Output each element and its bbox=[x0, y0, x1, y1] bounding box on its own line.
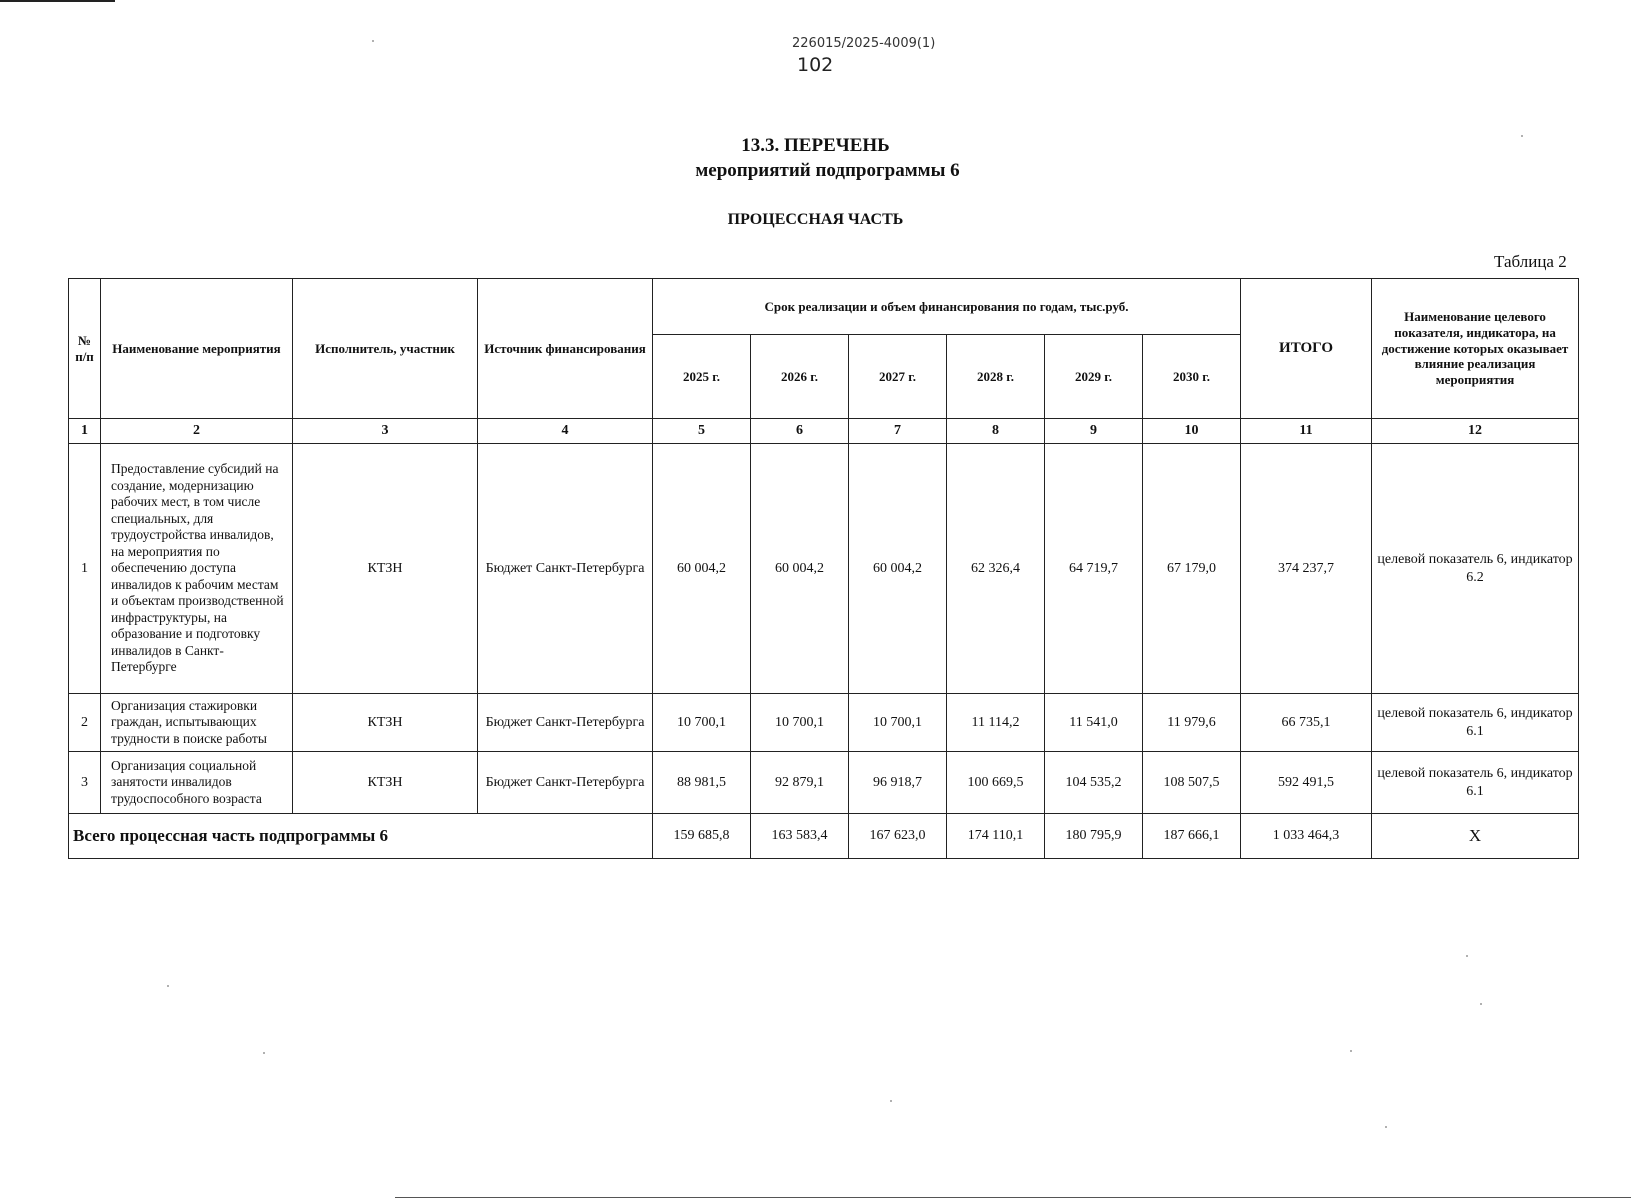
column-number: 9 bbox=[1045, 419, 1143, 444]
row-number: 3 bbox=[69, 752, 101, 814]
column-number: 12 bbox=[1372, 419, 1579, 444]
header-total: ИТОГО bbox=[1241, 279, 1372, 419]
header-year: 2028 г. bbox=[947, 335, 1045, 419]
year-value: 62 326,4 bbox=[947, 444, 1045, 694]
scan-speck bbox=[1385, 1126, 1387, 1128]
row-total: 374 237,7 bbox=[1241, 444, 1372, 694]
summary-value: 163 583,4 bbox=[751, 814, 849, 859]
column-number-row bbox=[69, 419, 1579, 444]
year-value: 100 669,5 bbox=[947, 752, 1045, 814]
indicator: целевой показатель 6, индикатор 6.2 bbox=[1372, 444, 1579, 694]
column-number: 5 bbox=[653, 419, 751, 444]
row-number: 1 bbox=[69, 444, 101, 694]
column-number: 4 bbox=[478, 419, 653, 444]
year-value: 60 004,2 bbox=[751, 444, 849, 694]
summary-value: 167 623,0 bbox=[849, 814, 947, 859]
year-value: 60 004,2 bbox=[653, 444, 751, 694]
year-value: 60 004,2 bbox=[849, 444, 947, 694]
header-indicator: Наименование целевого показателя, индикатора, на достижение которых оказывает влияние реализация мероприятия bbox=[1372, 279, 1579, 419]
year-value: 11 114,2 bbox=[947, 694, 1045, 752]
column-number: 2 bbox=[101, 419, 293, 444]
funding-source: Бюджет Санкт-Петербурга bbox=[478, 694, 653, 752]
executor: КТЗН bbox=[293, 694, 478, 752]
header-year: 2030 г. bbox=[1143, 335, 1241, 419]
column-number: 1 bbox=[69, 419, 101, 444]
document-subtitle: мероприятий подпрограммы 6 bbox=[695, 160, 960, 181]
measures-table bbox=[68, 278, 1579, 859]
funding-source: Бюджет Санкт-Петербурга bbox=[478, 444, 653, 694]
year-value: 108 507,5 bbox=[1143, 752, 1241, 814]
scan-edge-line-bottom bbox=[395, 1197, 1631, 1198]
scan-speck bbox=[263, 1052, 265, 1054]
executor: КТЗН bbox=[293, 752, 478, 814]
scan-speck bbox=[167, 985, 169, 987]
column-number: 3 bbox=[293, 419, 478, 444]
header-num: № п/п bbox=[69, 279, 101, 419]
header-executor: Исполнитель, участник bbox=[293, 279, 478, 419]
row-total: 66 735,1 bbox=[1241, 694, 1372, 752]
summary-row bbox=[69, 814, 1579, 859]
year-value: 11 541,0 bbox=[1045, 694, 1143, 752]
year-value: 67 179,0 bbox=[1143, 444, 1241, 694]
executor: КТЗН bbox=[293, 444, 478, 694]
year-value: 92 879,1 bbox=[751, 752, 849, 814]
year-value: 11 979,6 bbox=[1143, 694, 1241, 752]
header-year: 2025 г. bbox=[653, 335, 751, 419]
year-value: 88 981,5 bbox=[653, 752, 751, 814]
scan-speck bbox=[372, 40, 374, 42]
column-number: 8 bbox=[947, 419, 1045, 444]
year-value: 10 700,1 bbox=[849, 694, 947, 752]
column-number: 10 bbox=[1143, 419, 1241, 444]
table-row bbox=[69, 444, 1579, 694]
header-year: 2029 г. bbox=[1045, 335, 1143, 419]
summary-value: 174 110,1 bbox=[947, 814, 1045, 859]
indicator: целевой показатель 6, индикатор 6.1 bbox=[1372, 752, 1579, 814]
table-row bbox=[69, 752, 1579, 814]
header-year: 2026 г. bbox=[751, 335, 849, 419]
summary-value: 187 666,1 bbox=[1143, 814, 1241, 859]
year-value: 10 700,1 bbox=[751, 694, 849, 752]
table-header-row bbox=[69, 279, 1579, 335]
summary-label: Всего процессная часть подпрограммы 6 bbox=[69, 814, 653, 859]
document-title: 13.3. ПЕРЕЧЕНЬ bbox=[741, 135, 890, 156]
summary-indicator: X bbox=[1372, 814, 1579, 859]
year-value: 64 719,7 bbox=[1045, 444, 1143, 694]
summary-value: 159 685,8 bbox=[653, 814, 751, 859]
page-number: 102 bbox=[797, 54, 834, 76]
scan-speck bbox=[1521, 135, 1523, 137]
header-name: Наименование мероприятия bbox=[101, 279, 293, 419]
column-number: 11 bbox=[1241, 419, 1372, 444]
scan-speck bbox=[1350, 1050, 1352, 1052]
column-number: 7 bbox=[849, 419, 947, 444]
scan-speck bbox=[1466, 955, 1468, 957]
year-value: 96 918,7 bbox=[849, 752, 947, 814]
header-period: Срок реализации и объем финансирования по годам, тыс.руб. bbox=[653, 279, 1241, 335]
row-total: 592 491,5 bbox=[1241, 752, 1372, 814]
year-value: 104 535,2 bbox=[1045, 752, 1143, 814]
summary-total: 1 033 464,3 bbox=[1241, 814, 1372, 859]
measure-name: Организация социальной занятости инвалидов трудоспособного возраста bbox=[101, 752, 293, 814]
funding-source: Бюджет Санкт-Петербурга bbox=[478, 752, 653, 814]
measure-name: Организация стажировки граждан, испытывающих трудности в поиске работы bbox=[101, 694, 293, 752]
row-number: 2 bbox=[69, 694, 101, 752]
indicator: целевой показатель 6, индикатор 6.1 bbox=[1372, 694, 1579, 752]
table-row bbox=[69, 694, 1579, 752]
scan-speck bbox=[1480, 1003, 1482, 1005]
scan-edge-line-top bbox=[0, 0, 115, 2]
scan-speck bbox=[890, 1100, 892, 1102]
column-number: 6 bbox=[751, 419, 849, 444]
header-source: Источник финансирования bbox=[478, 279, 653, 419]
measure-name: Предоставление субсидий на создание, модернизацию рабочих мест, в том числе специальных, для трудоустройства инвалидов, на мероприятия по обеспечению доступа инвалидов к рабочим местам и объектам производственной инфраструктуры, на образование и подготовку инвалидов в Санкт-Петербурге bbox=[101, 444, 293, 694]
header-year: 2027 г. bbox=[849, 335, 947, 419]
table-label: Таблица 2 bbox=[1494, 252, 1567, 271]
summary-value: 180 795,9 bbox=[1045, 814, 1143, 859]
document-number: 226015/2025-4009(1) bbox=[792, 36, 936, 51]
section-title: ПРОЦЕССНАЯ ЧАСТЬ bbox=[727, 211, 904, 228]
year-value: 10 700,1 bbox=[653, 694, 751, 752]
